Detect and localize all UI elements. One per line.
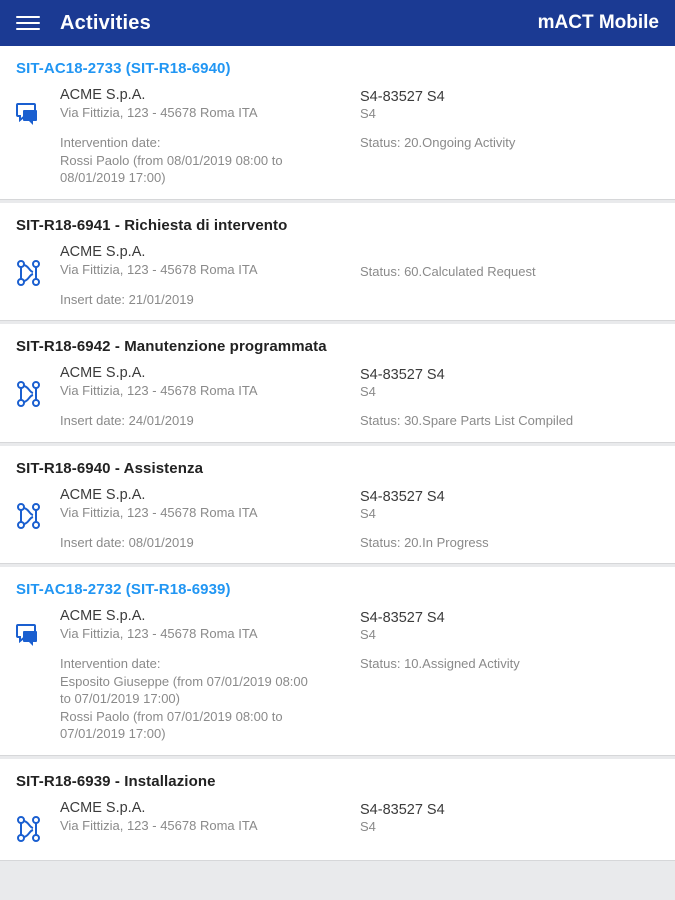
activity-date-line: Rossi Paolo (from 07/01/2019 08:00 to xyxy=(60,708,283,724)
asset-subcode: S4 xyxy=(360,627,376,643)
hamburger-menu-icon[interactable] xyxy=(16,13,42,33)
asset-code: S4-83527 S4 xyxy=(360,89,445,105)
activity-date-info xyxy=(60,655,360,743)
activity-date-line: Intervention date: xyxy=(60,135,161,150)
asset-subcode: S4 xyxy=(360,505,376,521)
page-title: Activities xyxy=(60,11,151,34)
activity-card[interactable] xyxy=(0,759,675,861)
branch-merge-icon xyxy=(16,365,60,407)
activity-card[interactable] xyxy=(0,446,675,565)
activity-date-line: 07/01/2019 17:00) xyxy=(60,726,166,742)
activity-title: SIT-R18-6940 - Assistenza xyxy=(16,459,204,477)
branch-merge-icon xyxy=(16,800,60,842)
company-name: ACME S.p.A. xyxy=(60,365,146,382)
branch-merge-icon xyxy=(16,244,60,286)
company-address: Via Fittizia, 123 - 45678 Roma ITA xyxy=(60,105,258,120)
activity-date-line: 08/01/2019 17:00) xyxy=(60,170,166,186)
asset-spacer xyxy=(360,246,659,264)
activity-title: SIT-R18-6939 - Installazione xyxy=(16,773,216,791)
activity-list[interactable] xyxy=(0,46,675,900)
activity-card[interactable] xyxy=(0,203,675,322)
activity-date-line: Rossi Paolo (from 08/01/2019 08:00 to xyxy=(60,152,283,168)
app-name-label: mACT Mobile xyxy=(537,12,659,33)
activity-date-info xyxy=(60,412,360,430)
asset-code: S4-83527 S4 xyxy=(360,610,445,627)
app-bar xyxy=(0,0,675,46)
activity-date-line: to 07/01/2019 17:00) xyxy=(60,691,180,707)
status-badge: Status: 30.Spare Parts List Compiled xyxy=(360,413,574,429)
asset-subcode: S4 xyxy=(360,106,376,121)
activity-title[interactable]: SIT-AC18-2733 (SIT-R18-6940) xyxy=(16,60,231,77)
branch-merge-icon xyxy=(16,487,60,529)
company-address: Via Fittizia, 123 - 45678 Roma ITA xyxy=(60,383,258,399)
activity-date-line: Insert date: 24/01/2019 xyxy=(60,413,194,429)
activity-card[interactable] xyxy=(0,567,675,756)
status-badge: Status: 20.Ongoing Activity xyxy=(360,135,516,150)
company-name: ACME S.p.A. xyxy=(60,800,146,817)
asset-code: S4-83527 S4 xyxy=(360,367,445,384)
activity-date-line: Intervention date: xyxy=(60,656,161,672)
activity-title: SIT-R18-6941 - Richiesta di intervento xyxy=(16,216,288,234)
activity-title: SIT-R18-6942 - Manutenzione programmata xyxy=(16,338,327,356)
activity-date-line: Insert date: 21/01/2019 xyxy=(60,291,194,307)
speech-bubble-icon xyxy=(16,87,60,127)
company-name: ACME S.p.A. xyxy=(60,87,146,103)
company-name: ACME S.p.A. xyxy=(60,486,146,503)
company-address: Via Fittizia, 123 - 45678 Roma ITA xyxy=(60,818,258,834)
company-address: Via Fittizia, 123 - 45678 Roma ITA xyxy=(60,504,258,520)
status-badge: Status: 60.Calculated Request xyxy=(360,263,536,279)
speech-bubble-icon xyxy=(16,608,60,648)
asset-code: S4-83527 S4 xyxy=(360,488,445,505)
activity-date-line: Insert date: 08/01/2019 xyxy=(60,534,194,550)
activity-date-info xyxy=(60,534,360,552)
activity-date-info xyxy=(60,134,360,187)
company-name: ACME S.p.A. xyxy=(60,608,146,625)
company-address: Via Fittizia, 123 - 45678 Roma ITA xyxy=(60,261,258,277)
asset-code: S4-83527 S4 xyxy=(360,802,445,819)
company-name: ACME S.p.A. xyxy=(60,243,146,260)
status-badge: Status: 10.Assigned Activity xyxy=(360,656,520,672)
asset-subcode: S4 xyxy=(360,384,376,400)
company-address: Via Fittizia, 123 - 45678 Roma ITA xyxy=(60,626,258,642)
activity-date-line: Esposito Giuseppe (from 07/01/2019 08:00 xyxy=(60,673,308,689)
activity-card[interactable] xyxy=(0,324,675,443)
status-badge: Status: 20.In Progress xyxy=(360,534,489,550)
asset-subcode: S4 xyxy=(360,819,376,835)
activity-title[interactable]: SIT-AC18-2732 (SIT-R18-6939) xyxy=(16,581,231,599)
activity-date-info xyxy=(60,291,360,309)
activity-card[interactable] xyxy=(0,46,675,200)
